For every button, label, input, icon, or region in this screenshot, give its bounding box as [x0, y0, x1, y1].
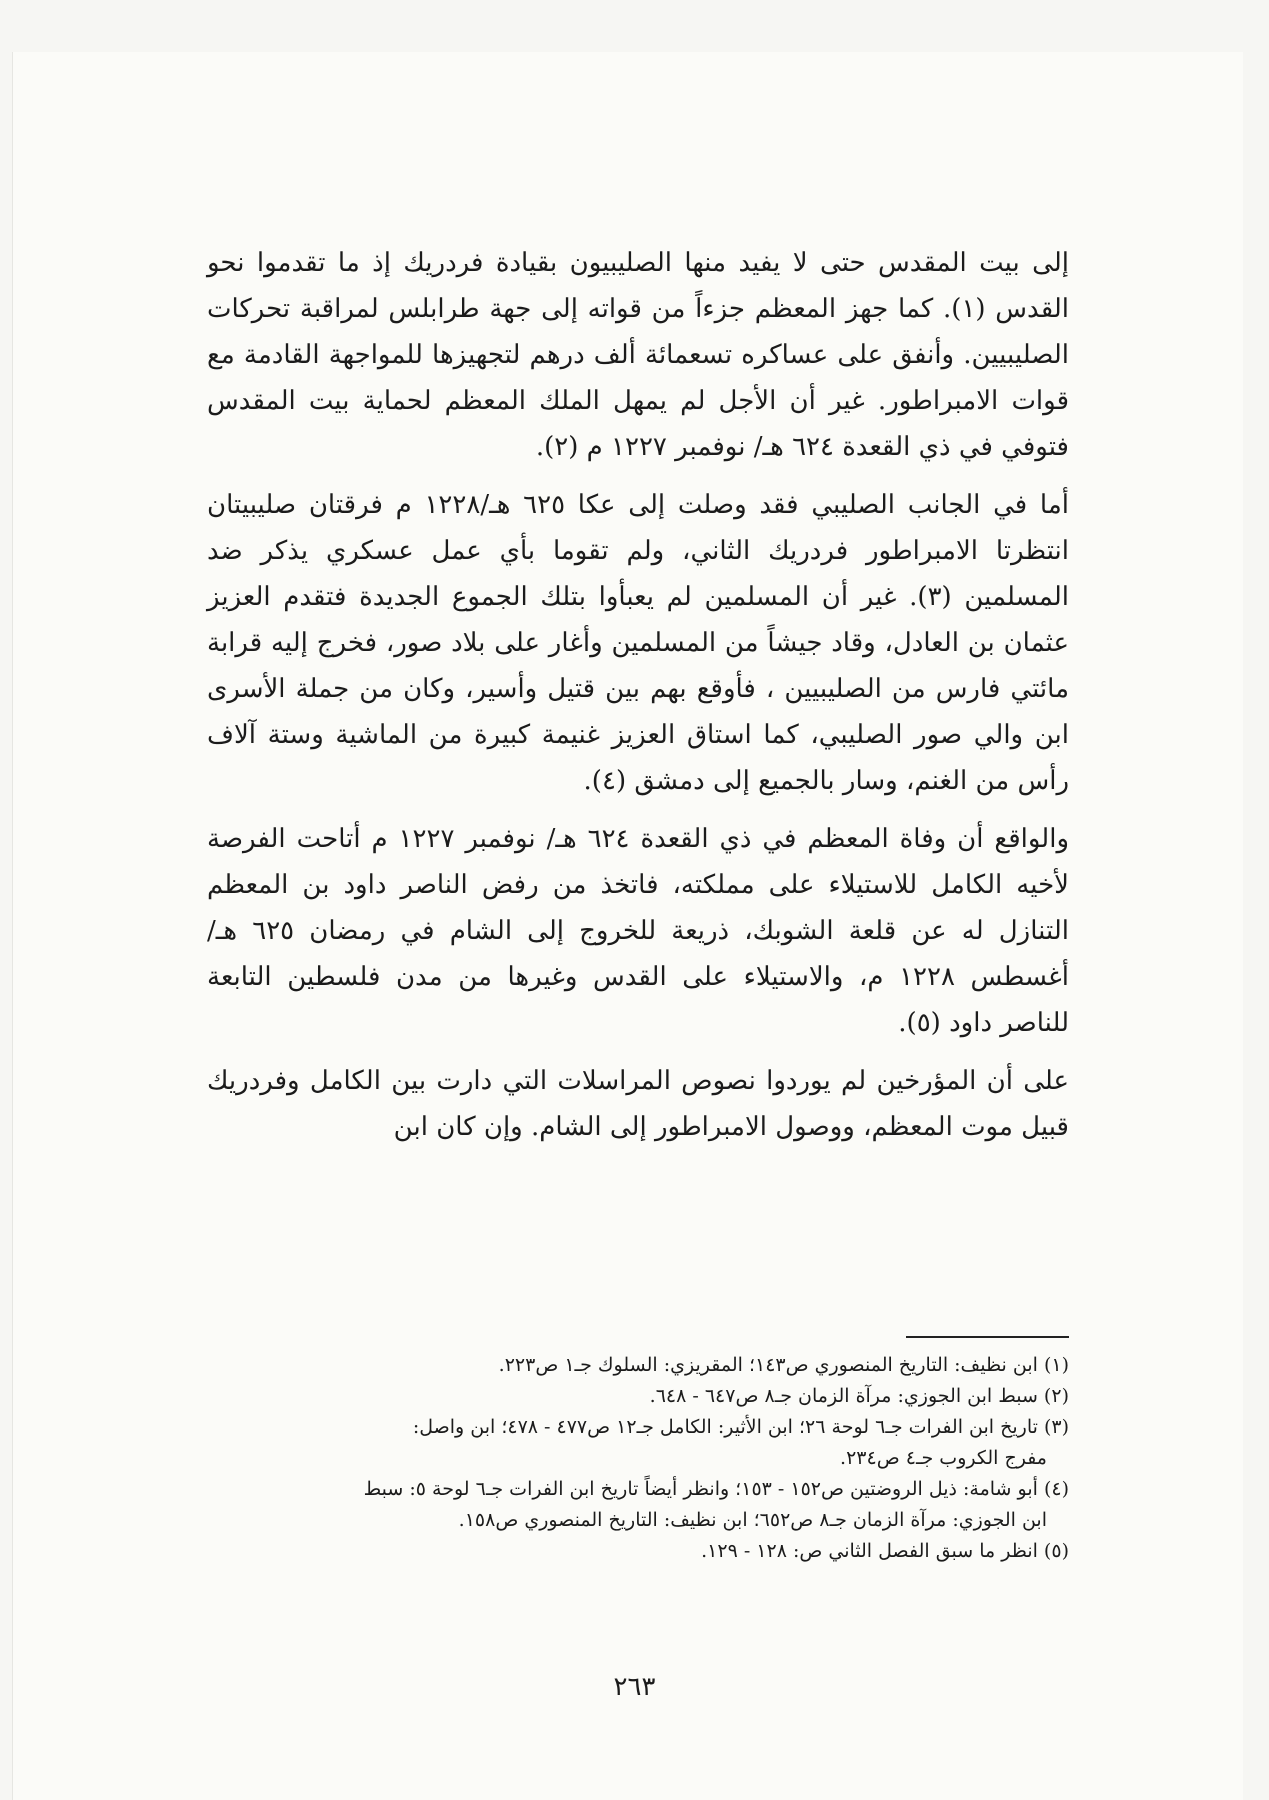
- main-text: [207, 240, 1069, 1162]
- footnote-2-text: (٢) سبط ابن الجوزي: مرآة الزمان جـ٨ ص٦٤٧ - ٦٤٨.: [649, 1385, 1069, 1407]
- footnote-4-text: (٤) أبو شامة: ذيل الروضتين ص١٥٢ - ١٥٣؛ وانظر أيضاً تاريخ ابن الفرات جـ٦ لوحة ٥: سبط: [363, 1478, 1069, 1500]
- footnote-4: [207, 1474, 1069, 1536]
- paragraph-4: على أن المؤرخين لم يوردوا نصوص المراسلات التي دارت بين الكامل وفردريك قبيل موت المعظم، ووصول الامبراطور إلى الشام. وإن كان ابن: [207, 1066, 1069, 1142]
- paragraph-3: والواقع أن وفاة المعظم في ذي القعدة ٦٢٤ هـ/ نوفمبر ١٢٢٧ م أتاحت الفرصة لأخيه الكامل للاستيلاء على مملكته، فاتخذ من رفض الناصر داود بن المعظم التنازل له عن قلعة الشوبك، ذريعة للخروج إلى الشام في رمضان ٦٢٥ هـ/ أغسطس ١٢٢٨ م، والاستيلاء على القدس وغيرها من مدن فلسطين التابعة للناصر داود (٥).: [207, 824, 1069, 1038]
- footnote-1-text: (١) ابن نظيف: التاريخ المنصوري ص١٤٣؛ المقريزي: السلوك جـ١ ص٢٢٣.: [498, 1354, 1069, 1376]
- footnote-3-text: (٣) تاريخ ابن الفرات جـ٦ لوحة ٢٦؛ ابن الأثير: الكامل جـ١٢ ص٤٧٧ - ٤٧٨؛ ابن واصل:: [412, 1416, 1069, 1438]
- footnote-3: [207, 1412, 1069, 1474]
- footnote-2: [207, 1381, 1069, 1412]
- footnote-separator: [906, 1336, 1069, 1338]
- footnote-3-continuation: مفرج الكروب جـ٤ ص٢٣٤.: [840, 1447, 1047, 1469]
- paragraph-2: أما في الجانب الصليبي فقد وصلت إلى عكا ٦٢٥ هـ/١٢٢٨ م فرقتان صليبيتان انتظرتا الامبراطور فردريك الثاني، ولم تقوما بأي عمل عسكري يذكر ضد المسلمين (٣). غير أن المسلمين لم يعبأوا بتلك الجموع الجديدة فتقدم العزيز عثمان بن العادل، وقاد جيشاً من المسلمين وأغار على بلاد صور، فخرج إليه قرابة مائتي فارس من الصليبيين ، فأوقع بهم بين قتيل وأسير، وكان من جملة الأسرى ابن والي صور الصليبي، كما استاق العزيز غنيمة كبيرة من الماشية وستة آلاف رأس من الغنم، وسار بالجميع إلى دمشق (٤).: [207, 490, 1069, 796]
- paragraph-1: إلى بيت المقدس حتى لا يفيد منها الصليبيون بقيادة فردريك إذ ما تقدموا نحو القدس (١). كما جهز المعظم جزءاً من قواته إلى جهة طرابلس لمراقبة تحركات الصليبيين. وأنفق على عساكره تسعمائة ألف درهم لتجهيزها للمواجهة القادمة مع قوات الامبراطور. غير أن الأجل لم يمهل الملك المعظم لحماية بيت المقدس فتوفي في ذي القعدة ٦٢٤ هـ/ نوفمبر ١٢٢٧ م (٢).: [207, 248, 1069, 462]
- footnote-1: [207, 1350, 1069, 1381]
- footnote-4-continuation: ابن الجوزي: مرآة الزمان جـ٨ ص٦٥٢؛ ابن نظيف: التاريخ المنصوري ص١٥٨.: [458, 1509, 1047, 1531]
- footnotes: [207, 1350, 1069, 1567]
- footnote-5-text: (٥) انظر ما سبق الفصل الثاني ص: ١٢٨ - ١٢٩.: [701, 1540, 1069, 1562]
- page-number: ٢٦٣: [613, 1672, 656, 1702]
- footnote-5: [207, 1536, 1069, 1567]
